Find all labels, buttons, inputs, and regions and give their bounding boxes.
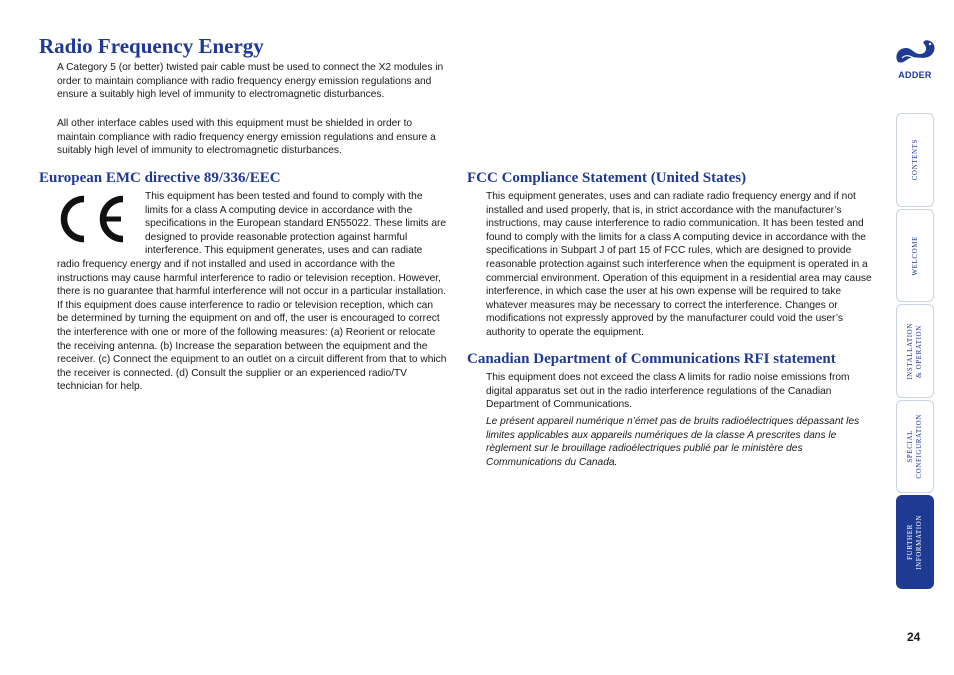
fcc-heading: FCC Compliance Statement (United States)	[467, 170, 747, 186]
tab-welcome-label: WELCOME	[910, 235, 919, 276]
tab-further-information-label: FURTHER INFORMATION	[906, 514, 923, 570]
canada-heading: Canadian Department of Communications RFI statement	[467, 351, 836, 367]
tab-further-information[interactable]	[896, 495, 934, 589]
tab-welcome[interactable]	[896, 209, 934, 302]
emc-body	[57, 190, 447, 394]
ce-float-spacer	[57, 190, 145, 254]
adder-logo	[892, 38, 938, 80]
tab-installation-operation[interactable]	[896, 304, 934, 398]
intro-paragraph-1: A Category 5 (or better) twisted pair cable must be used to connect the X2 modules in order to maintain compliance with radio frequency energy emission regulations and ensure a suitably high level of immunity to electromagnetic disturbances.	[57, 62, 444, 101]
canada-text-french: Le présent appareil numérique n’émet pas de bruits radioélectriques dépassant les limites applicables aux appareils numériques de la classe A prescrites dans le règlement sur le brouillage radioélectriques publié par le ministère des Communications du Canada.	[486, 416, 860, 468]
tab-contents-label: CONTENTS	[910, 139, 919, 181]
emc-heading: European EMC directive 89/336/EEC	[39, 170, 281, 186]
logo-text: ADDER	[898, 70, 932, 80]
page-title: Radio Frequency Energy	[39, 34, 264, 58]
emc-text: This equipment has been tested and found to comply with the limits for a class A computing device in accordance with the specifications in the European standard EN55022. These limits are designed to provide reasonable protection against harmful interference. This equipment generates, uses and can radiate radio frequency energy and if not installed and used in accordance with the instructions may cause harmful interference to radio or television reception. However, there is no guarantee that harmful interference will not occur in a particular installation. If this equipment does cause interference to radio or television reception, which can be determined by turning the equipment on and off, the user is encouraged to correct the interference with one or more of the following measures: (a) Reorient or relocate the receiving antenna. (b) Increase the separation between the equipment and the receiver. (c) Connect the equipment to an outlet on a circuit different from that to which the receiver is connected. (d) Consult the supplier or an experienced radio/TV technician for help.	[57, 191, 447, 393]
tab-installation-operation-label: INSTALLATION & OPERATION	[906, 322, 923, 380]
serpent-icon	[892, 38, 938, 66]
intro-paragraph-2: All other interface cables used with this equipment must be shielded in order to maintain compliance with radio frequency energy emission regulations and ensure a suitably high level of immunity to electromagnetic disturbances.	[57, 118, 436, 157]
tab-contents[interactable]	[896, 113, 934, 207]
canada-text: This equipment does not exceed the class A limits for radio noise emissions from digital apparatus set out in the radio interference regulations of the Canadian Department of Communications.	[486, 372, 850, 411]
tab-special-configuration-label: SPECIAL CONFIGURATION	[906, 414, 923, 479]
fcc-text: This equipment generates, uses and can radiate radio frequency energy and if not installed and used properly, that is, in strict accordance with the manufacturer’s instructions, may cause interference to radio communication. It has been tested and found to comply with the limits for a class A computing device in accordance with the specifications in Subpart J of part 15 of FCC rules, which are designed to provide reasonable protection against such interference when the equipment is operated in a commercial environment. Operation of this equipment in a residential area may cause interference, in which case the user at his own expense will be required to take whatever measures may be necessary to correct the interference. Changes or modifications not expressly approved by the manufacturer could void the user’s authority to operate the equipment.	[486, 191, 872, 338]
tab-special-configuration[interactable]	[896, 400, 934, 493]
page-number: 24	[907, 630, 921, 644]
